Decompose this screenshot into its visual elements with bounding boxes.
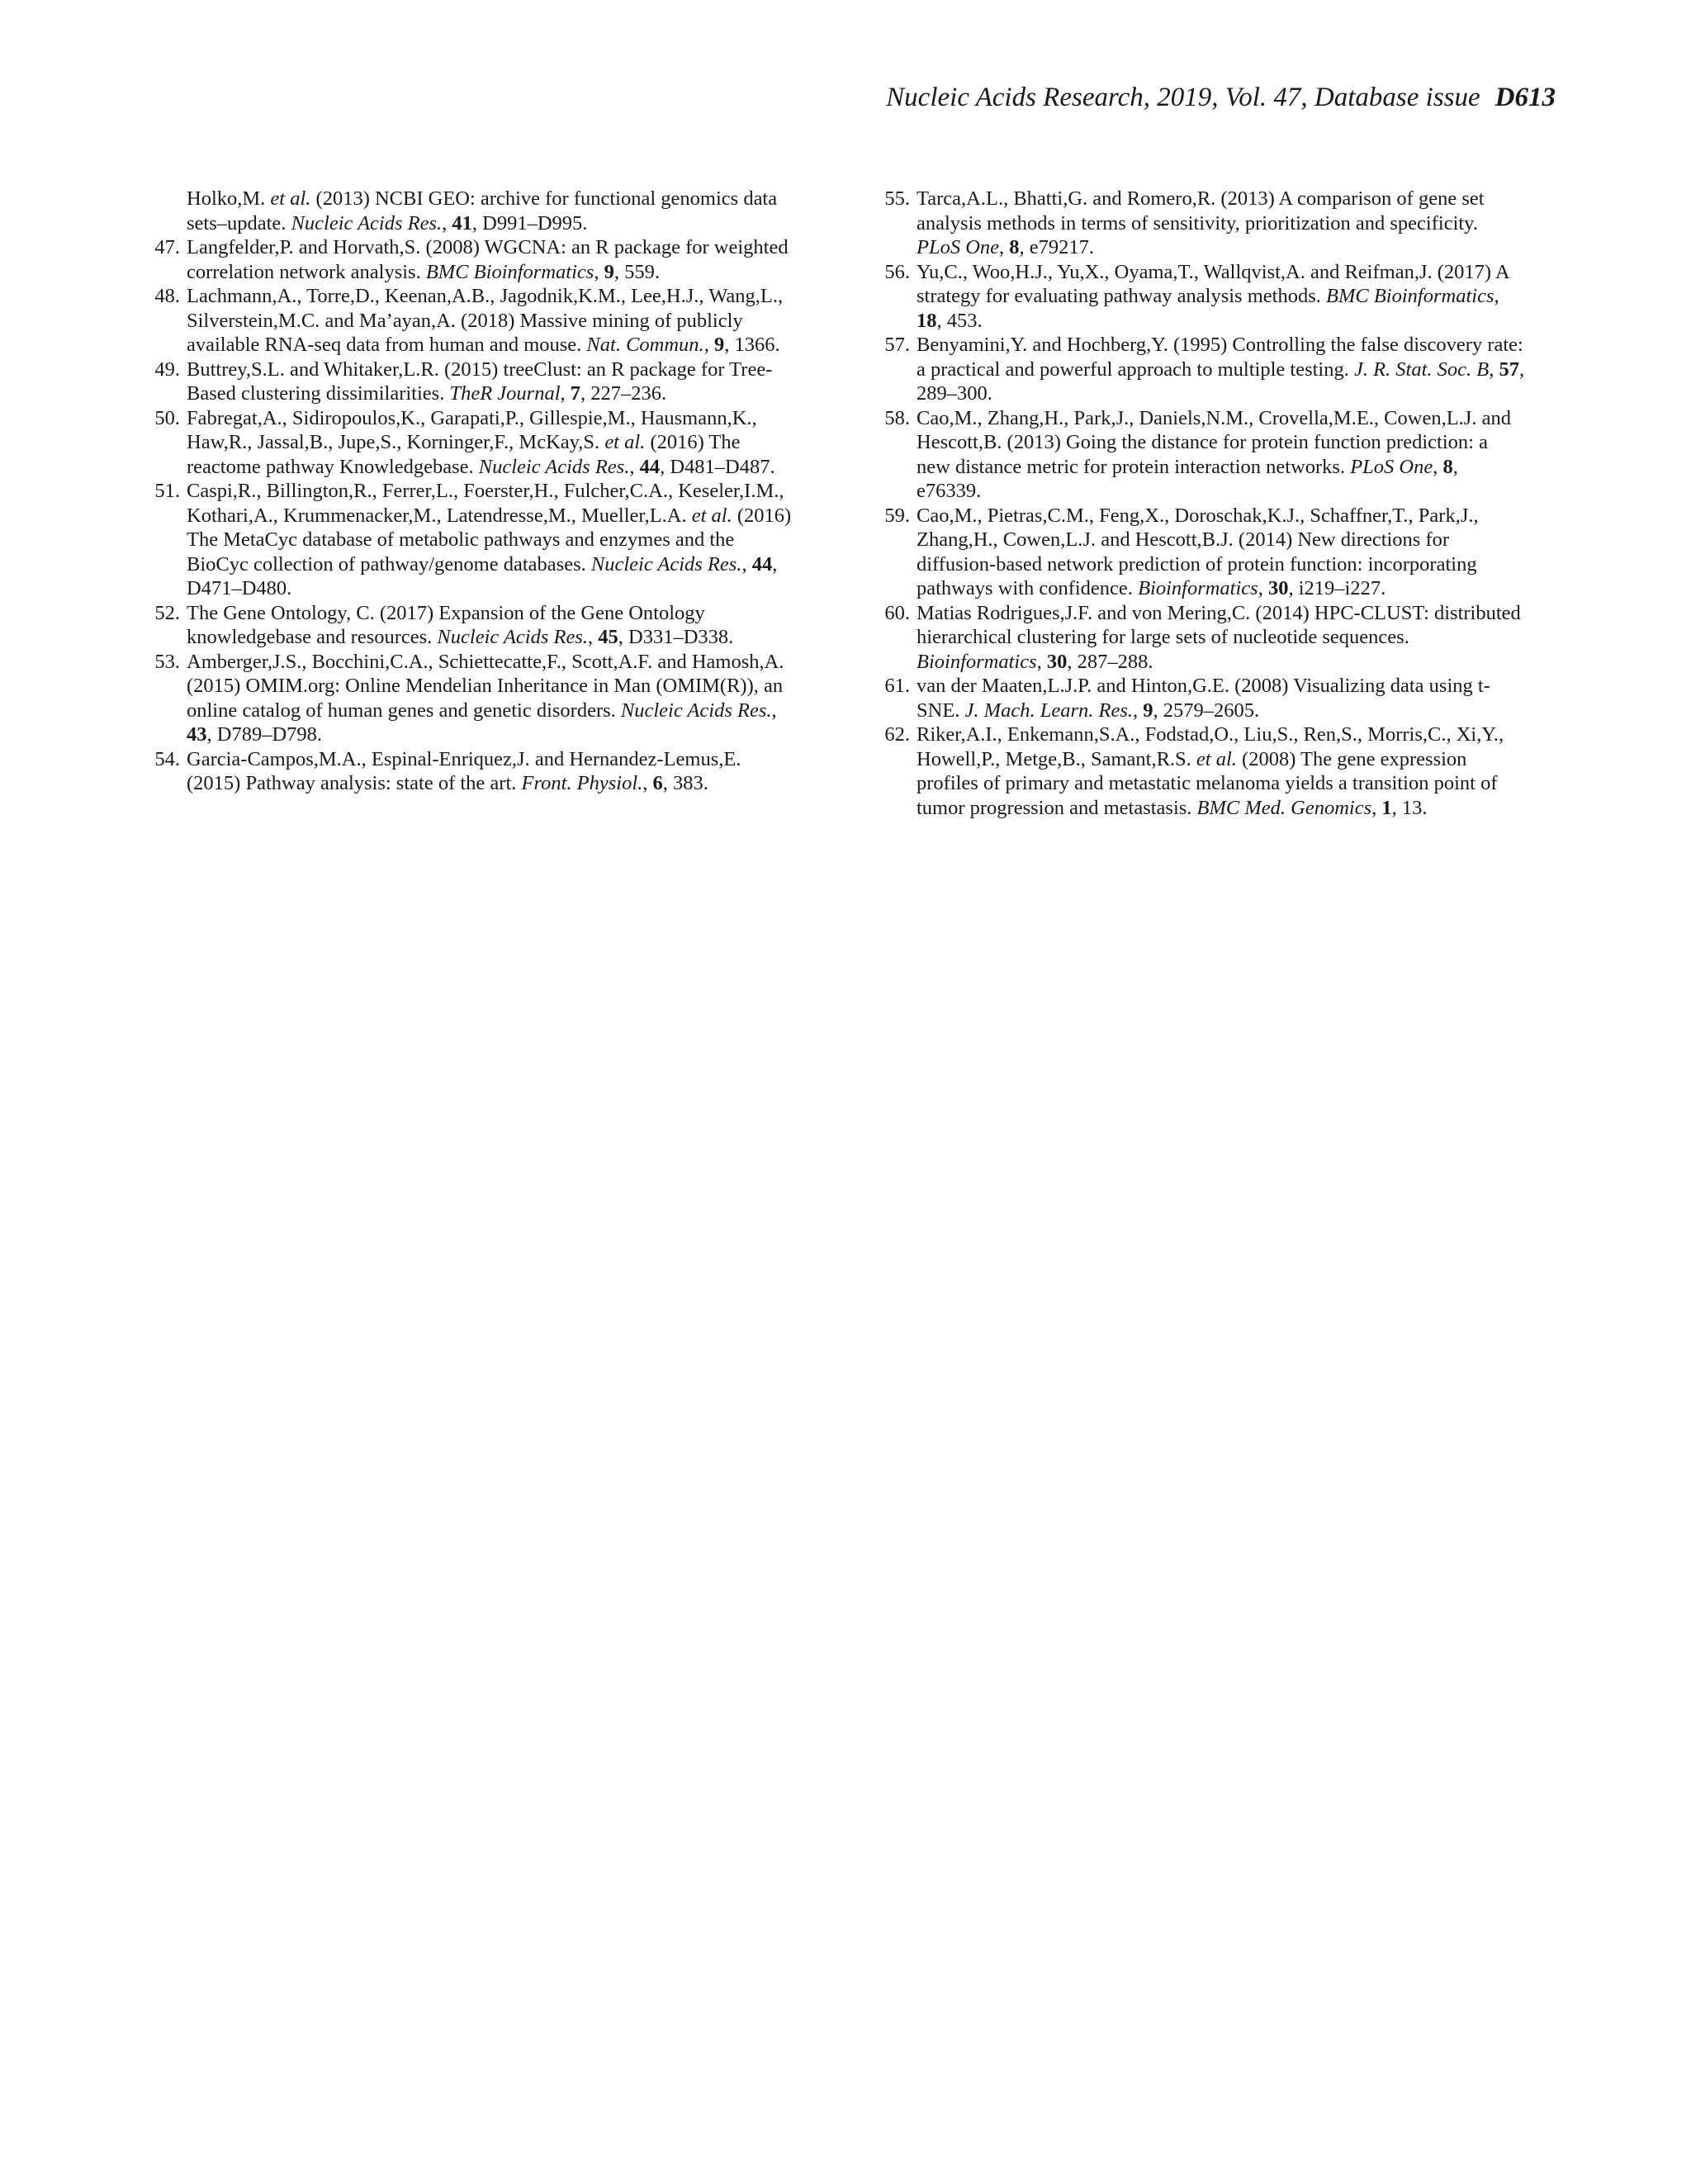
reference-segment: (2013) NCBI GEO: archive for functional genomics data sets–update. [187,187,778,235]
reference-column-left [144,187,796,796]
reference-segment: (2016) The MetaCyc database of metabolic pathways and enzymes and the BioCyc collection of pathway/genome databases. [187,504,792,576]
reference-italic-segment: et al. [691,504,732,527]
reference-segment: , e76339. [917,455,1458,502]
reference-entry [874,406,1526,504]
reference-volume: 6 [652,772,663,794]
reference-italic-segment: Nucleic Acids Res. [478,455,630,478]
reference-number: 58. [884,406,910,429]
reference-segment: , [1433,455,1443,478]
reference-text [917,723,1504,819]
reference-number: 47. [154,236,180,258]
reference-italic-segment: Bioinformatics [1138,577,1258,599]
reference-number: 59. [884,504,910,527]
reference-text [917,187,1485,258]
reference-segment: Buttrey,S.L. and Whitaker,L.R. (2015) treeClust: an R package for Tree-Based clustering dissimilarities. [187,358,773,405]
reference-segment: Tarca,A.L., Bhatti,G. and Romero,R. (2013) A comparison of gene set analysis methods in terms of sensitivity, prioritization and specificity. [917,187,1485,235]
reference-number: 53. [154,650,180,673]
reference-segment: , 383. [662,772,708,794]
reference-segment: , 2579–2605. [1153,699,1260,722]
reference-italic-segment: J. Mach. Learn. Res. [964,699,1133,722]
reference-segment: , 13. [1391,796,1428,819]
reference-segment: Riker,A.I., Enkemann,S.A., Fodstad,O., Liu,S., Ren,S., Morris,C., Xi,Y., Howell,P., Metge,B., Samant,R.S. [917,723,1504,770]
reference-volume: 8 [1009,236,1020,258]
reference-segment: , D471–D480. [187,552,778,599]
reference-volume: 57 [1499,358,1520,381]
reference-entry [144,479,796,601]
reference-number: 54. [154,747,180,770]
reference-volume: 8 [1442,455,1453,478]
reference-volume: 1 [1381,796,1392,819]
reference-text [917,505,1479,600]
reference-text [187,651,784,746]
reference-italic-segment: et al. [270,187,311,210]
reference-segment: , 559. [613,260,660,283]
reference-italic-segment: PLoS One [1350,455,1433,478]
reference-segment: Caspi,R., Billington,R., Ferrer,L., Foerster,H., Fulcher,C.A., Keseler,I.M., Kothari,A., Krummenacker,M., Latendresse,M., Mueller,L.A. [187,480,784,527]
reference-segment: , [999,236,1010,258]
reference-entry [874,187,1526,260]
reference-text [917,407,1511,503]
reference-segment: (2008) The gene expression profiles of primary and metastatic melanoma yields a transition point of tumor progression and metastasis. [917,747,1498,819]
reference-entry [144,747,796,796]
reference-number: 57. [884,334,910,356]
reference-number: 49. [154,358,180,381]
reference-segment: , 289–300. [917,358,1525,405]
reference-segment: , e79217. [1019,236,1095,258]
reference-entry [144,650,796,747]
reference-volume: 30 [1267,577,1289,599]
reference-segment: , D789–D798. [206,723,323,746]
reference-entry [144,406,796,480]
reference-segment: Lachmann,A., Torre,D., Keenan,A.B., Jagodnik,K.M., Lee,H.J., Wang,L., Silverstein,M.C. and Ma’ayan,A. (2018) Massive mining of publicly available RNA-seq data from human and mouse. [187,285,784,356]
reference-segment: (2016) The reactome pathway Knowledgebase. [187,431,741,478]
reference-segment: , [1133,699,1144,722]
reference-segment: Cao,M., Pietras,C.M., Feng,X., Doroschak,K.J., Schaffner,T., Park,J., Zhang,H., Cowen,L.J. and Hescott,B.J. (2014) New directions for diffusion-based network prediction of protein function: incorporating pathways with confidence. [917,504,1479,599]
reference-italic-segment: J. R. Stat. Soc. B [1353,358,1490,381]
reference-segment: Garcia-Campos,M.A., Espinal-Enriquez,J. and Hernandez-Lemus,E. (2015) Pathway analysis: state of the art. [187,747,741,794]
reference-segment: , [642,772,653,794]
reference-segment: Amberger,J.S., Bocchini,C.A., Schiettecatte,F., Scott,A.F. and Hamosh,A. (2015) OMIM.org: Online Mendelian Inheritance in Man (OMIM(R)), an online catalog of human genes and genetic disorders. [187,650,784,722]
reference-entry [874,722,1526,820]
reference-segment: , [703,334,714,356]
reference-italic-segment: et al. [1196,747,1237,770]
reference-number: 60. [884,601,910,624]
reference-volume: 9 [1143,699,1153,722]
reference-text [187,407,775,478]
reference-entry [144,601,796,650]
reference-segment: Benyamini,Y. and Hochberg,Y. (1995) Controlling the false discovery rate: a practical and powerful approach to multiple testing. [917,334,1523,381]
reference-italic-segment: Front. Physiol. [521,772,643,794]
reference-text [917,261,1509,332]
reference-segment: , [588,626,599,648]
reference-number: 62. [884,723,910,746]
reference-text [187,602,733,649]
reference-entry [874,260,1526,334]
reference-segment: , 1366. [724,334,780,356]
reference-italic-segment: et al. [604,431,646,453]
reference-segment: , D481–D487. [660,455,775,478]
reference-segment: , [741,552,752,576]
reference-segment: , [442,211,452,235]
reference-volume: 9 [713,334,725,356]
reference-segment: , D991–D995. [471,211,588,235]
reference-italic-segment: Nucleic Acids Res. [620,699,772,722]
reference-number: 51. [154,480,180,502]
reference-segment: , 227–236. [580,382,667,405]
reference-number: 52. [154,601,180,624]
reference-segment: , [1494,285,1499,307]
reference-entry [874,674,1526,722]
reference-segment: Matias Rodrigues,J.F. and von Mering,C. (2014) HPC-CLUST: distributed hierarchical clustering for large sets of nucleotide sequences. [917,601,1521,648]
reference-segment: Fabregat,A., Sidiropoulos,K., Garapati,P., Gillespie,M., Hausmann,K., Haw,R., Jassal,B., Jupe,S., Korninger,F., McKay,S. [187,406,757,453]
reference-number: 61. [884,675,910,697]
reference-text [187,187,777,235]
reference-segment: , i219–i227. [1288,577,1386,599]
reference-segment: Cao,M., Zhang,H., Park,J., Daniels,N.M., Crovella,M.E., Cowen,L.J. and Hescott,B. (2013) Going the distance for protein function prediction: a new distance metric for protein interaction networks. [917,406,1511,478]
reference-italic-segment: Bioinformatics [917,650,1037,673]
reference-volume: 9 [604,260,614,283]
reference-entry [874,601,1526,675]
reference-number: 50. [154,406,180,429]
reference-segment: , [560,382,571,405]
reference-segment: , [629,455,640,478]
reference-text [917,602,1521,673]
running-header [886,83,1556,113]
reference-segment: Holko,M. [187,187,271,210]
reference-volume: 7 [570,382,581,405]
reference-entry [144,358,796,406]
reference-number: 56. [884,260,910,283]
reference-volume: 41 [452,211,472,235]
reference-segment: , [1036,650,1047,673]
reference-number: 48. [154,285,180,307]
reference-text [917,675,1490,722]
reference-volume: 43 [187,723,207,746]
reference-italic-segment: Nucleic Acids Res. [590,552,742,576]
reference-volume: 44 [751,552,773,576]
reference-number: 55. [884,187,910,210]
reference-text [187,358,772,405]
reference-volume: 45 [598,626,618,648]
reference-segment: , [1489,358,1499,381]
reference-entry [144,284,796,358]
reference-italic-segment: Nucleic Acids Res. [291,211,443,235]
reference-text [187,748,741,795]
reference-segment: Yu,C., Woo,H.J., Yu,X., Oyama,T., Wallqvist,A. and Reifman,J. (2017) A strategy for evaluating pathway analysis methods. [917,260,1509,307]
reference-segment: , D331–D338. [618,626,734,648]
reference-entry [874,333,1526,406]
reference-column-right [874,187,1526,820]
reference-text [917,334,1524,405]
reference-italic-segment: PLoS One [917,236,1000,258]
reference-text [187,285,783,356]
reference-italic-segment: BMC Bioinformatics [1326,285,1494,307]
reference-segment: , [1258,577,1268,599]
reference-segment: , [594,260,604,283]
journal-citation-line: Nucleic Acids Research, 2019, Vol. 47, Database issue [886,83,1480,112]
reference-segment: The Gene Ontology, C. (2017) Expansion of the Gene Ontology knowledgebase and resources. [187,601,705,648]
reference-segment: van der Maaten,L.J.P. and Hinton,G.E. (2008) Visualizing data using t-SNE. [917,675,1490,722]
page-number: D613 [1494,83,1556,112]
reference-italic-segment: Nat. Commun. [586,334,704,356]
reference-text [187,480,791,599]
reference-segment: , [1371,796,1382,819]
reference-segment: , 453. [936,309,983,332]
reference-italic-segment: BMC Bioinformatics [425,260,594,283]
reference-text [187,236,789,283]
reference-italic-segment: TheR Journal [449,382,561,405]
reference-italic-segment: Nucleic Acids Res. [437,626,588,648]
reference-entry [144,235,796,284]
reference-segment: , [771,699,777,722]
reference-segment: Langfelder,P. and Horvath,S. (2008) WGCNA: an R package for weighted correlation network analysis. [187,236,789,283]
reference-volume: 18 [917,309,937,332]
reference-italic-segment: BMC Med. Genomics [1196,796,1372,819]
reference-entry [874,504,1526,601]
reference-entry [144,187,796,235]
reference-segment: , 287–288. [1067,650,1153,673]
reference-volume: 30 [1046,650,1068,673]
reference-volume: 44 [639,455,661,478]
